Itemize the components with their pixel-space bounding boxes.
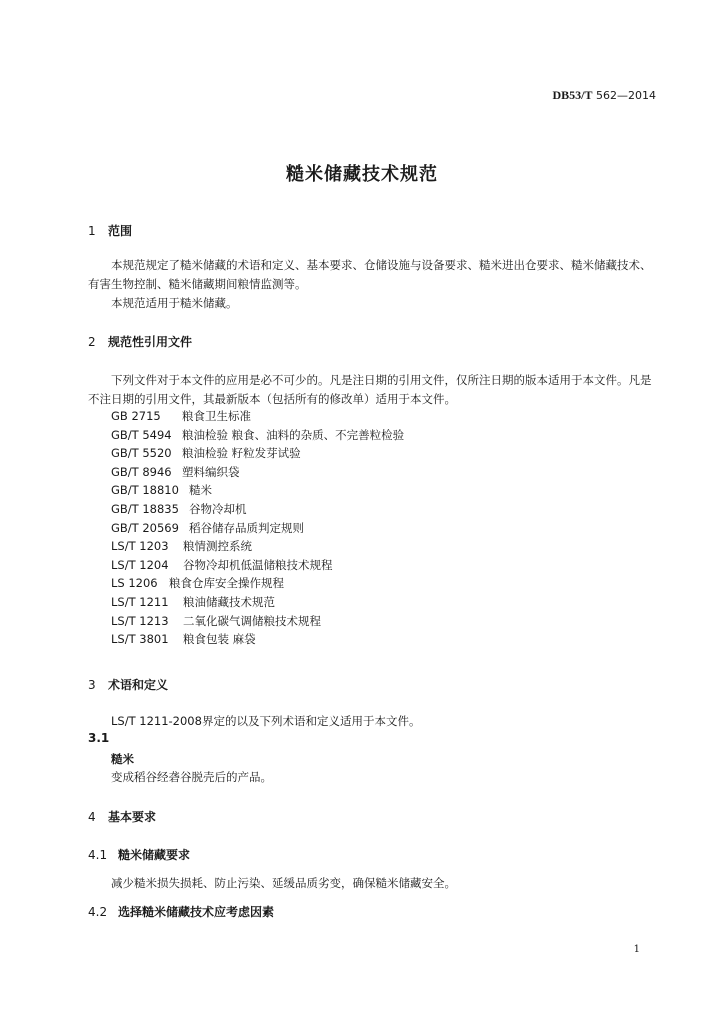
reference-item <box>111 631 256 647</box>
reference-item <box>111 501 247 517</box>
document-title: 糙米储藏技术规范 <box>286 164 438 185</box>
reference-title: 粮油储藏技术规范 <box>183 595 275 609</box>
page-number: 1 <box>633 944 640 955</box>
subsection-number: 4.2 <box>88 905 108 919</box>
reference-title: 粮油检验 粮食、油料的杂质、不完善粒检验 <box>182 427 405 442</box>
standard-code <box>552 88 656 103</box>
reference-title: 粮食卫生标准 <box>182 409 251 423</box>
section-2-heading <box>88 333 192 350</box>
reference-code: LS/T 1204 <box>111 557 169 572</box>
reference-item <box>111 520 304 536</box>
section-1-paragraph-1: 本规范规定了糙米储藏的术语和定义、基本要求、仓储设施与设备要求、糙米进出仓要求、糙米储藏技术、有害生物控制、糙米储藏期间粮情监测等。 <box>88 258 652 291</box>
section-number: 4 <box>88 810 96 824</box>
reference-title: 粮食仓库安全操作规程 <box>169 576 284 591</box>
section-title: 规范性引用文件 <box>108 335 193 349</box>
reference-title: 粮食包装 麻袋 <box>183 632 256 647</box>
reference-title: 塑料编织袋 <box>182 464 240 479</box>
section-title: 基本要求 <box>108 810 157 824</box>
reference-item <box>111 408 251 424</box>
reference-item <box>111 613 321 629</box>
reference-code: LS/T 3801 <box>111 632 169 647</box>
reference-code: LS 1206 <box>111 576 158 591</box>
reference-code: GB/T 5494 <box>111 427 172 442</box>
section-number: 3 <box>88 678 96 692</box>
section-number: 1 <box>88 224 96 238</box>
section-4-heading <box>88 808 156 825</box>
reference-item <box>111 482 212 498</box>
section-4-1-heading <box>88 846 190 863</box>
term-3-1-name: 糙米 <box>111 752 134 766</box>
section-3-paragraph-1: LS/T 1211-2008界定的以及下列术语和定义适用于本文件。 <box>111 714 421 728</box>
term-3-1-definition: 变成稻谷经砻谷脱壳后的产品。 <box>111 770 272 784</box>
standard-prefix: DB53/T <box>552 88 593 102</box>
section-4-2-heading <box>88 903 274 920</box>
reference-code: GB/T 8946 <box>111 464 172 479</box>
section-4-1-paragraph: 减少糙米损失损耗、防止污染、延缓品质劣变，确保糙米储藏安全。 <box>111 876 456 890</box>
reference-code: LS/T 1203 <box>111 539 169 554</box>
section-title: 术语和定义 <box>108 678 169 692</box>
reference-title: 谷物冷却机低温储粮技术规程 <box>183 557 333 572</box>
reference-item <box>111 538 252 554</box>
reference-title: 稻谷储存品质判定规则 <box>189 520 304 535</box>
reference-code: GB/T 5520 <box>111 446 172 461</box>
subsection-number: 4.1 <box>88 848 108 862</box>
subsection-title: 选择糙米储藏技术应考虑因素 <box>118 905 275 919</box>
reference-title: 二氧化碳气调储粮技术规程 <box>183 613 321 628</box>
reference-item <box>111 594 275 610</box>
reference-title: 粮情测控系统 <box>183 539 252 554</box>
reference-code: GB/T 20569 <box>111 520 179 535</box>
reference-code: LS/T 1211 <box>111 595 169 609</box>
reference-item <box>111 445 301 461</box>
reference-code: GB 2715 <box>111 409 161 423</box>
standard-number: 562—2014 <box>596 89 656 102</box>
reference-title: 粮油检验 籽粒发芽试验 <box>182 446 301 461</box>
section-3-heading <box>88 676 168 693</box>
subsection-title: 糙米储藏要求 <box>118 848 191 862</box>
reference-title: 糙米 <box>189 483 212 498</box>
reference-item <box>111 575 284 591</box>
reference-item <box>111 557 333 573</box>
reference-item <box>111 427 404 443</box>
section-1-paragraph-2: 本规范适用于糙米储藏。 <box>111 296 238 310</box>
reference-title: 谷物冷却机 <box>189 502 247 516</box>
reference-code: LS/T 1213 <box>111 613 169 628</box>
section-title: 范围 <box>108 224 133 238</box>
term-3-1-number: 3.1 <box>88 731 110 745</box>
reference-code: GB/T 18835 <box>111 502 179 516</box>
section-number: 2 <box>88 335 96 349</box>
section-2-paragraph-1: 下列文件对于本文件的应用是必不可少的。凡是注日期的引用文件，仅所注日期的版本适用于本文件。凡是不注日期的引用文件，其最新版本（包括所有的修改单）适用于本文件。 <box>88 373 652 406</box>
section-1-heading <box>88 222 132 239</box>
reference-item <box>111 464 240 480</box>
reference-code: GB/T 18810 <box>111 483 179 498</box>
